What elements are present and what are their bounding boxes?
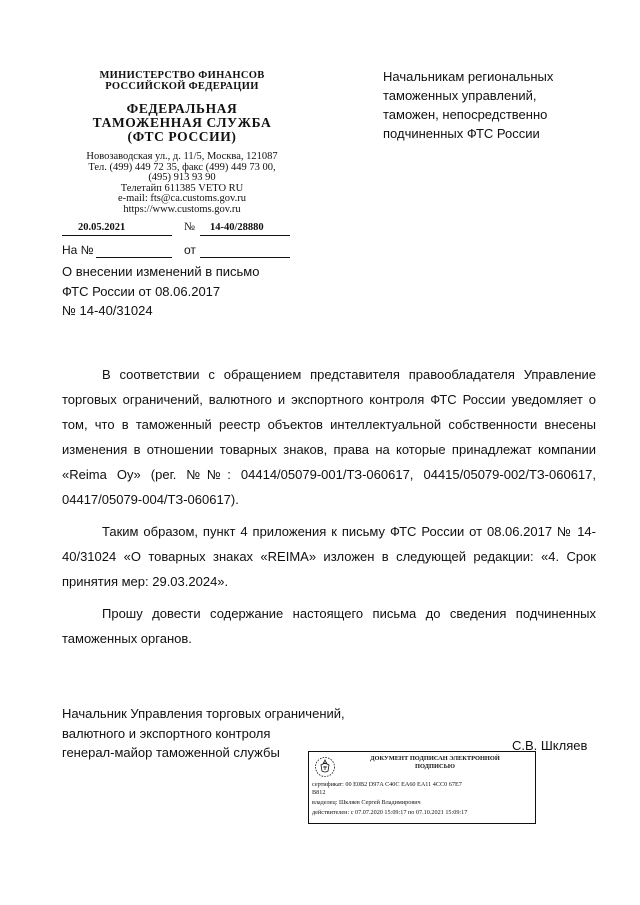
reference-number-label: На № (62, 243, 94, 257)
signatory-position-line: валютного и экспортного контроля (62, 725, 271, 741)
reference-number-underline (96, 257, 172, 258)
recipient-line: подчиненных ФТС России (383, 126, 540, 141)
signatory-name: С.В. Шкляев (512, 738, 588, 753)
stamp-owner: владелец: Шкляев Сергей Владимирович (312, 799, 421, 806)
signatory-position-line: генерал-майор таможенной службы (62, 745, 280, 760)
ministry-name-line-2: РОССИЙСКОЙ ФЕДЕРАЦИИ (105, 81, 259, 92)
number-underline (200, 235, 290, 236)
subject-line: № 14-40/31024 (62, 303, 153, 318)
contact-phone: Тел. (499) 449 72 35, факс (499) 449 73 00, (88, 161, 276, 173)
stamp-certificate: сертификат: 00 E0B2 D97A C40C EA60 EA11 4CC0 67E7 (312, 781, 462, 788)
contact-block (62, 152, 302, 215)
emblem-icon (314, 756, 336, 778)
registration-number: 14-40/28880 (210, 222, 264, 233)
letter-body (62, 362, 596, 651)
body-paragraph: В соответствии с обращением представителя правообладателя Управление торговых ограничений, валютного и экспортного контроля ФТС России уведомляет о том, что в таможенный реестр объектов интеллектуальной собственности внесены изменения в отношении товарных знаков, права на которые принадлежат компании «Reima Oy» (рег. №№: 04414/05079-001/ТЗ-060617, 04415/05079-002/ТЗ-060617, 04417/05079-004/ТЗ-060617). (62, 367, 596, 507)
stamp-title-line: ПОДПИСЬЮ (415, 763, 455, 770)
subject-line: О внесении изменений в письмо (62, 264, 260, 279)
letterhead (62, 70, 302, 215)
reference-date-label: от (184, 243, 196, 257)
contact-address: Новозаводская ул., д. 11/5, Москва, 121087 (86, 151, 278, 162)
stamp-certificate-continued: B812 (312, 789, 326, 796)
contact-website: https://www.customs.gov.ru (123, 203, 241, 215)
service-name-line-3: (ФТС РОССИИ) (127, 129, 237, 144)
service-name-line-1: ФЕДЕРАЛЬНАЯ (126, 101, 238, 116)
electronic-signature-stamp (308, 751, 536, 824)
stamp-title-line: ДОКУМЕНТ ПОДПИСАН ЭЛЕКТРОННОЙ (370, 755, 500, 762)
ministry-name-line-1: МИНИСТЕРСТВО ФИНАНСОВ (99, 70, 265, 81)
contact-teletype: Телетайп 611385 VETO RU (120, 182, 244, 194)
recipient-line: таможенных управлений, (383, 88, 537, 103)
registration-number-sign: № (184, 221, 195, 233)
body-paragraph: Таким образом, пункт 4 приложения к письму ФТС России от 08.06.2017 № 14-40/31024 «О товарных знаках «REIMA» изложен в следующей редакции: «4. Срок принятия мер: 29.03.2024». (62, 524, 596, 589)
signatory-position-line: Начальник Управления торговых ограничений, (62, 706, 345, 721)
subject-block (62, 262, 322, 321)
registration-date: 20.05.2021 (78, 222, 126, 233)
reference-date-underline (200, 257, 290, 258)
recipient-line: Начальникам региональных (383, 69, 554, 84)
signatory-position (62, 704, 345, 763)
date-underline (62, 235, 172, 236)
contact-email: e-mail: fts@ca.customs.gov.ru (118, 193, 246, 204)
stamp-validity: действителен: с 07.07.2020 15:09:17 по 07.10.2021 15:09:17 (312, 809, 468, 816)
contact-phone-2: (495) 913 93 90 (148, 172, 216, 183)
body-paragraph: Прошу довести содержание настоящего письма до сведения подчиненных таможенных органов. (62, 606, 596, 646)
service-name-line-2: ТАМОЖЕННАЯ СЛУЖБА (92, 115, 272, 130)
recipient-line: таможен, непосредственно (383, 107, 548, 122)
subject-line: ФТС России от 08.06.2017 (62, 283, 221, 299)
recipient-block (383, 67, 613, 143)
